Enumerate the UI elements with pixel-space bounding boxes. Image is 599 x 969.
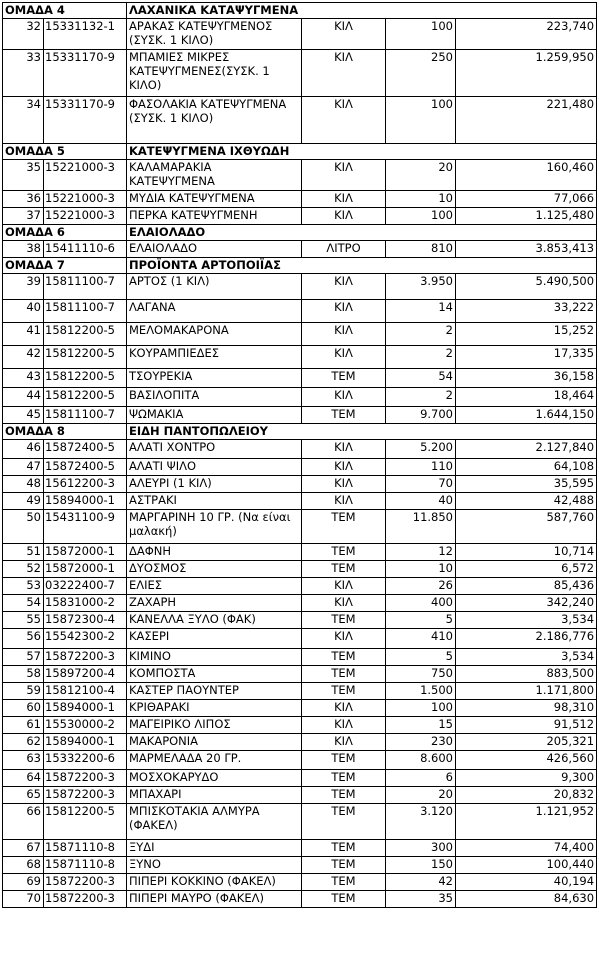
unit-cell: ΤΕΜ (302, 683, 386, 700)
quantity-cell: 10 (386, 561, 456, 578)
quantity-cell: 5.200 (386, 440, 456, 459)
cpv-code-cell: 15221000-3 (44, 208, 127, 225)
item-number-cell: 43 (3, 369, 44, 388)
cpv-code-cell: 15872200-3 (44, 770, 127, 787)
unit-cell: ΚΙΛ (302, 440, 386, 459)
group-name: ΛΑΧΑΝΙΚΑ ΚΑΤΑΨΥΓΜΕΝΑ (127, 3, 597, 19)
description-cell: ΜΥΔΙΑ ΚΑΤΕΨΥΓΜΕΝΑ (127, 191, 302, 208)
quantity-cell: 5 (386, 612, 456, 629)
group-header-row (3, 225, 597, 241)
quantity-cell: 35 (386, 891, 456, 908)
group-header-row (3, 258, 597, 274)
item-number-cell: 63 (3, 751, 44, 770)
table-row (3, 19, 597, 50)
item-number-cell: 64 (3, 770, 44, 787)
quantity-cell: 410 (386, 629, 456, 649)
description-cell: ΞΥΔΙ (127, 840, 302, 857)
amount-cell: 91,512 (456, 717, 597, 734)
unit-cell: ΤΕΜ (302, 666, 386, 683)
table-row (3, 493, 597, 510)
quantity-cell: 54 (386, 369, 456, 388)
amount-cell: 1.125,480 (456, 208, 597, 225)
amount-cell: 587,760 (456, 510, 597, 544)
quantity-cell: 100 (386, 700, 456, 717)
description-cell: ΑΣΤΡΑΚΙ (127, 493, 302, 510)
cpv-code-cell: 15221000-3 (44, 191, 127, 208)
description-cell: ΜΠΑΜΙΕΣ ΜΙΚΡΕΣ ΚΑΤΕΨΥΓΜΕΝΕΣ(ΣΥΣΚ. 1 ΚΙΛΟ) (127, 50, 302, 97)
description-cell: ΖΑΧΑΡΗ (127, 595, 302, 612)
cpv-code-cell: 15811100-7 (44, 407, 127, 424)
amount-cell: 33,222 (456, 300, 597, 323)
group-header-row (3, 3, 597, 19)
description-cell: ΚΡΙΘΑΡΑΚΙ (127, 700, 302, 717)
cpv-code-cell: 15894000-1 (44, 734, 127, 751)
amount-cell: 98,310 (456, 700, 597, 717)
amount-cell: 15,252 (456, 323, 597, 346)
table-row (3, 476, 597, 493)
table-row (3, 734, 597, 751)
description-cell: ΚΑΛΑΜΑΡΑΚΙΑ ΚΑΤΕΨΥΓΜΕΝΑ (127, 160, 302, 191)
item-number-cell: 66 (3, 804, 44, 840)
unit-cell: ΤΕΜ (302, 612, 386, 629)
cpv-code-cell: 15894000-1 (44, 700, 127, 717)
description-cell: ΚΑΝΕΛΛΑ ΞΥΛΟ (ΦΑΚ) (127, 612, 302, 629)
cpv-code-cell: 15542300-2 (44, 629, 127, 649)
quantity-cell: 750 (386, 666, 456, 683)
amount-cell: 64,108 (456, 459, 597, 476)
cpv-code-cell: 15872200-3 (44, 874, 127, 891)
item-number-cell: 50 (3, 510, 44, 544)
cpv-code-cell: 15872300-4 (44, 612, 127, 629)
table-row (3, 97, 597, 144)
unit-cell: ΚΙΛ (302, 191, 386, 208)
amount-cell: 85,436 (456, 578, 597, 595)
item-number-cell: 49 (3, 493, 44, 510)
table-row (3, 459, 597, 476)
group-label: ΟΜΑΔΑ 5 (3, 144, 127, 160)
cpv-code-cell: 15894000-1 (44, 493, 127, 510)
description-cell: ΚΟΥΡΑΜΠΙΕΔΕΣ (127, 346, 302, 369)
amount-cell: 36,158 (456, 369, 597, 388)
price-table (2, 2, 597, 908)
description-cell: ΜΕΛΟΜΑΚΑΡΟΝΑ (127, 323, 302, 346)
table-row (3, 191, 597, 208)
quantity-cell: 20 (386, 787, 456, 804)
amount-cell: 1.259,950 (456, 50, 597, 97)
item-number-cell: 51 (3, 544, 44, 561)
item-number-cell: 62 (3, 734, 44, 751)
quantity-cell: 2 (386, 346, 456, 369)
description-cell: ΔΥΟΣΜΟΣ (127, 561, 302, 578)
cpv-code-cell: 15811100-7 (44, 300, 127, 323)
item-number-cell: 40 (3, 300, 44, 323)
price-table-body (3, 3, 597, 908)
quantity-cell: 150 (386, 857, 456, 874)
unit-cell: ΚΙΛ (302, 160, 386, 191)
unit-cell: ΤΕΜ (302, 544, 386, 561)
unit-cell: ΚΙΛ (302, 717, 386, 734)
unit-cell: ΚΙΛ (302, 388, 386, 407)
unit-cell: ΚΙΛ (302, 595, 386, 612)
cpv-code-cell: 15872000-1 (44, 561, 127, 578)
table-row (3, 346, 597, 369)
table-row (3, 874, 597, 891)
unit-cell: ΚΙΛ (302, 50, 386, 97)
item-number-cell: 57 (3, 649, 44, 666)
table-row (3, 787, 597, 804)
unit-cell: ΚΙΛ (302, 300, 386, 323)
amount-cell: 17,335 (456, 346, 597, 369)
group-header-row (3, 144, 597, 160)
unit-cell: ΚΙΛ (302, 346, 386, 369)
description-cell: ΠΙΠΕΡΙ ΜΑΥΡΟ (ΦΑΚΕΛ) (127, 891, 302, 908)
table-row (3, 649, 597, 666)
unit-cell: ΚΙΛ (302, 629, 386, 649)
description-cell: ΚΙΜΙΝΟ (127, 649, 302, 666)
description-cell: ΑΡΤΟΣ (1 ΚΙΛ) (127, 274, 302, 300)
amount-cell: 35,595 (456, 476, 597, 493)
quantity-cell: 230 (386, 734, 456, 751)
table-row (3, 595, 597, 612)
cpv-code-cell: 15431100-9 (44, 510, 127, 544)
cpv-code-cell: 15872200-3 (44, 891, 127, 908)
table-row (3, 612, 597, 629)
unit-cell: ΚΙΛ (302, 323, 386, 346)
cpv-code-cell: 15331170-9 (44, 97, 127, 144)
description-cell: ΒΑΣΙΛΟΠΙΤΑ (127, 388, 302, 407)
item-number-cell: 37 (3, 208, 44, 225)
description-cell: ΞΥΝΟ (127, 857, 302, 874)
table-row (3, 700, 597, 717)
cpv-code-cell: 15872000-1 (44, 544, 127, 561)
description-cell: ΑΛΑΤΙ ΧΟΝΤΡΟ (127, 440, 302, 459)
amount-cell: 20,832 (456, 787, 597, 804)
item-number-cell: 32 (3, 19, 44, 50)
table-row (3, 804, 597, 840)
item-number-cell: 44 (3, 388, 44, 407)
group-label: ΟΜΑΔΑ 8 (3, 424, 127, 440)
description-cell: ΜΠΑΧΑΡΙ (127, 787, 302, 804)
amount-cell: 883,500 (456, 666, 597, 683)
cpv-code-cell: 15871110-8 (44, 840, 127, 857)
table-row (3, 160, 597, 191)
table-row (3, 369, 597, 388)
unit-cell: ΤΕΜ (302, 561, 386, 578)
table-row (3, 323, 597, 346)
description-cell: ΤΣΟΥΡΕΚΙΑ (127, 369, 302, 388)
description-cell: ΑΡΑΚΑΣ ΚΑΤΕΨΥΓΜΕΝΟΣ (ΣΥΣΚ. 1 ΚΙΛΟ) (127, 19, 302, 50)
cpv-code-cell: 15812200-5 (44, 804, 127, 840)
quantity-cell: 5 (386, 649, 456, 666)
description-cell: ΕΛΙΕΣ (127, 578, 302, 595)
cpv-code-cell: 15872400-5 (44, 440, 127, 459)
description-cell: ΚΑΣΕΡΙ (127, 629, 302, 649)
group-label: ΟΜΑΔΑ 7 (3, 258, 127, 274)
description-cell: ΜΠΙΣΚΟΤΑΚΙΑ ΑΛΜΥΡΑ (ΦΑΚΕΛ) (127, 804, 302, 840)
description-cell: ΔΑΦΝΗ (127, 544, 302, 561)
quantity-cell: 400 (386, 595, 456, 612)
item-number-cell: 47 (3, 459, 44, 476)
table-row (3, 770, 597, 787)
quantity-cell: 300 (386, 840, 456, 857)
cpv-code-cell: 15831000-2 (44, 595, 127, 612)
unit-cell: ΤΕΜ (302, 840, 386, 857)
amount-cell: 342,240 (456, 595, 597, 612)
amount-cell: 18,464 (456, 388, 597, 407)
description-cell: ΨΩΜΑΚΙΑ (127, 407, 302, 424)
quantity-cell: 3.120 (386, 804, 456, 840)
cpv-code-cell: 15872200-3 (44, 787, 127, 804)
table-row (3, 274, 597, 300)
unit-cell: ΚΙΛ (302, 208, 386, 225)
amount-cell: 10,714 (456, 544, 597, 561)
amount-cell: 84,630 (456, 891, 597, 908)
cpv-code-cell: 15872400-5 (44, 459, 127, 476)
item-number-cell: 54 (3, 595, 44, 612)
cpv-code-cell: 15812100-4 (44, 683, 127, 700)
unit-cell: ΤΕΜ (302, 369, 386, 388)
amount-cell: 3,534 (456, 612, 597, 629)
amount-cell: 160,460 (456, 160, 597, 191)
unit-cell: ΤΕΜ (302, 787, 386, 804)
item-number-cell: 35 (3, 160, 44, 191)
item-number-cell: 56 (3, 629, 44, 649)
description-cell: ΑΛΑΤΙ ΨΙΛΟ (127, 459, 302, 476)
table-row (3, 751, 597, 770)
amount-cell: 223,740 (456, 19, 597, 50)
amount-cell: 426,560 (456, 751, 597, 770)
description-cell: ΜΑΚΑΡΟΝΙΑ (127, 734, 302, 751)
item-number-cell: 34 (3, 97, 44, 144)
unit-cell: ΚΙΛ (302, 97, 386, 144)
table-row (3, 683, 597, 700)
cpv-code-cell: 03222400-7 (44, 578, 127, 595)
unit-cell: ΤΕΜ (302, 649, 386, 666)
unit-cell: ΚΙΛ (302, 476, 386, 493)
amount-cell: 5.490,500 (456, 274, 597, 300)
group-label: ΟΜΑΔΑ 4 (3, 3, 127, 19)
table-row (3, 561, 597, 578)
item-number-cell: 46 (3, 440, 44, 459)
group-name: ΕΛΑΙΟΛΑΔΟ (127, 225, 597, 241)
unit-cell: ΚΙΛ (302, 700, 386, 717)
table-row (3, 717, 597, 734)
item-number-cell: 42 (3, 346, 44, 369)
cpv-code-cell: 15812200-5 (44, 346, 127, 369)
cpv-code-cell: 15871110-8 (44, 857, 127, 874)
item-number-cell: 59 (3, 683, 44, 700)
item-number-cell: 69 (3, 874, 44, 891)
group-header-row (3, 424, 597, 440)
unit-cell: ΤΕΜ (302, 770, 386, 787)
quantity-cell: 14 (386, 300, 456, 323)
amount-cell: 2.186,776 (456, 629, 597, 649)
description-cell: ΚΟΜΠΟΣΤΑ (127, 666, 302, 683)
quantity-cell: 70 (386, 476, 456, 493)
amount-cell: 221,480 (456, 97, 597, 144)
description-cell: ΛΑΓΑΝΑ (127, 300, 302, 323)
unit-cell: ΤΕΜ (302, 804, 386, 840)
item-number-cell: 33 (3, 50, 44, 97)
quantity-cell: 9.700 (386, 407, 456, 424)
unit-cell: ΚΙΛ (302, 459, 386, 476)
cpv-code-cell: 15872200-3 (44, 649, 127, 666)
item-number-cell: 60 (3, 700, 44, 717)
unit-cell: ΚΙΛ (302, 734, 386, 751)
quantity-cell: 8.600 (386, 751, 456, 770)
amount-cell: 205,321 (456, 734, 597, 751)
description-cell: ΜΟΣΧΟΚΑΡΥΔΟ (127, 770, 302, 787)
item-number-cell: 41 (3, 323, 44, 346)
unit-cell: ΤΕΜ (302, 857, 386, 874)
unit-cell: ΤΕΜ (302, 751, 386, 770)
item-number-cell: 52 (3, 561, 44, 578)
quantity-cell: 12 (386, 544, 456, 561)
item-number-cell: 48 (3, 476, 44, 493)
quantity-cell: 2 (386, 323, 456, 346)
cpv-code-cell: 15221000-3 (44, 160, 127, 191)
amount-cell: 40,194 (456, 874, 597, 891)
description-cell: ΜΑΡΓΑΡΙΝΗ 10 ΓΡ. (Να είναι μαλακή) (127, 510, 302, 544)
amount-cell: 3.853,413 (456, 241, 597, 258)
unit-cell: ΤΕΜ (302, 510, 386, 544)
unit-cell: ΚΙΛ (302, 274, 386, 300)
quantity-cell: 10 (386, 191, 456, 208)
unit-cell: ΚΙΛ (302, 493, 386, 510)
description-cell: ΚΑΣΤΕΡ ΠΑΟΥΝΤΕΡ (127, 683, 302, 700)
table-row (3, 300, 597, 323)
item-number-cell: 45 (3, 407, 44, 424)
amount-cell: 42,488 (456, 493, 597, 510)
quantity-cell: 40 (386, 493, 456, 510)
table-row (3, 50, 597, 97)
group-label: ΟΜΑΔΑ 6 (3, 225, 127, 241)
quantity-cell: 26 (386, 578, 456, 595)
description-cell: ΑΛΕΥΡΙ (1 ΚΙΛ) (127, 476, 302, 493)
item-number-cell: 58 (3, 666, 44, 683)
table-row (3, 241, 597, 258)
cpv-code-cell: 15812200-5 (44, 369, 127, 388)
table-row (3, 629, 597, 649)
table-row (3, 544, 597, 561)
amount-cell: 1.171,800 (456, 683, 597, 700)
cpv-code-cell: 15332200-6 (44, 751, 127, 770)
unit-cell: ΛΙΤΡΟ (302, 241, 386, 258)
cpv-code-cell: 15812200-5 (44, 323, 127, 346)
cpv-code-cell: 15331170-9 (44, 50, 127, 97)
item-number-cell: 39 (3, 274, 44, 300)
description-cell: ΜΑΡΜΕΛΑΔΑ 20 ΓΡ. (127, 751, 302, 770)
cpv-code-cell: 15811100-7 (44, 274, 127, 300)
quantity-cell: 6 (386, 770, 456, 787)
quantity-cell: 250 (386, 50, 456, 97)
cpv-code-cell: 15331132-1 (44, 19, 127, 50)
quantity-cell: 3.950 (386, 274, 456, 300)
table-row (3, 857, 597, 874)
item-number-cell: 68 (3, 857, 44, 874)
item-number-cell: 53 (3, 578, 44, 595)
amount-cell: 77,066 (456, 191, 597, 208)
item-number-cell: 55 (3, 612, 44, 629)
quantity-cell: 20 (386, 160, 456, 191)
table-row (3, 891, 597, 908)
item-number-cell: 65 (3, 787, 44, 804)
amount-cell: 100,440 (456, 857, 597, 874)
item-number-cell: 38 (3, 241, 44, 258)
amount-cell: 74,400 (456, 840, 597, 857)
amount-cell: 2.127,840 (456, 440, 597, 459)
description-cell: ΦΑΣΟΛΑΚΙΑ ΚΑΤΕΨΥΓΜΕΝΑ (ΣΥΣΚ. 1 ΚΙΛΟ) (127, 97, 302, 144)
group-name: ΚΑΤΕΨΥΓΜΕΝΑ ΙΧΘΥΩΔΗ (127, 144, 597, 160)
unit-cell: ΚΙΛ (302, 578, 386, 595)
amount-cell: 3,534 (456, 649, 597, 666)
description-cell: ΠΙΠΕΡΙ ΚΟΚΚΙΝΟ (ΦΑΚΕΛ) (127, 874, 302, 891)
description-cell: ΕΛΑΙΟΛΑΔΟ (127, 241, 302, 258)
description-cell: ΜΑΓΕΙΡΙΚΟ ΛΙΠΟΣ (127, 717, 302, 734)
quantity-cell: 42 (386, 874, 456, 891)
cpv-code-cell: 15530000-2 (44, 717, 127, 734)
table-row (3, 840, 597, 857)
quantity-cell: 100 (386, 97, 456, 144)
cpv-code-cell: 15812200-5 (44, 388, 127, 407)
table-row (3, 407, 597, 424)
description-cell: ΠΕΡΚΑ ΚΑΤΕΨΥΓΜΕΝΗ (127, 208, 302, 225)
group-name: ΕΙΔΗ ΠΑΝΤΟΠΩΛΕΙΟΥ (127, 424, 597, 440)
quantity-cell: 2 (386, 388, 456, 407)
cpv-code-cell: 15612200-3 (44, 476, 127, 493)
quantity-cell: 15 (386, 717, 456, 734)
item-number-cell: 67 (3, 840, 44, 857)
table-row (3, 208, 597, 225)
item-number-cell: 61 (3, 717, 44, 734)
unit-cell: ΤΕΜ (302, 891, 386, 908)
amount-cell: 1.121,952 (456, 804, 597, 840)
amount-cell: 6,572 (456, 561, 597, 578)
cpv-code-cell: 15897200-4 (44, 666, 127, 683)
quantity-cell: 11.850 (386, 510, 456, 544)
amount-cell: 1.644,150 (456, 407, 597, 424)
group-name: ΠΡΟΪΟΝΤΑ ΑΡΤΟΠΟΙΪΑΣ (127, 258, 597, 274)
quantity-cell: 110 (386, 459, 456, 476)
table-row (3, 388, 597, 407)
unit-cell: ΤΕΜ (302, 407, 386, 424)
unit-cell: ΚΙΛ (302, 19, 386, 50)
quantity-cell: 810 (386, 241, 456, 258)
quantity-cell: 100 (386, 19, 456, 50)
table-row (3, 578, 597, 595)
table-row (3, 510, 597, 544)
table-row (3, 666, 597, 683)
item-number-cell: 36 (3, 191, 44, 208)
table-row (3, 440, 597, 459)
quantity-cell: 1.500 (386, 683, 456, 700)
quantity-cell: 100 (386, 208, 456, 225)
unit-cell: ΤΕΜ (302, 874, 386, 891)
amount-cell: 9,300 (456, 770, 597, 787)
item-number-cell: 70 (3, 891, 44, 908)
cpv-code-cell: 15411110-6 (44, 241, 127, 258)
